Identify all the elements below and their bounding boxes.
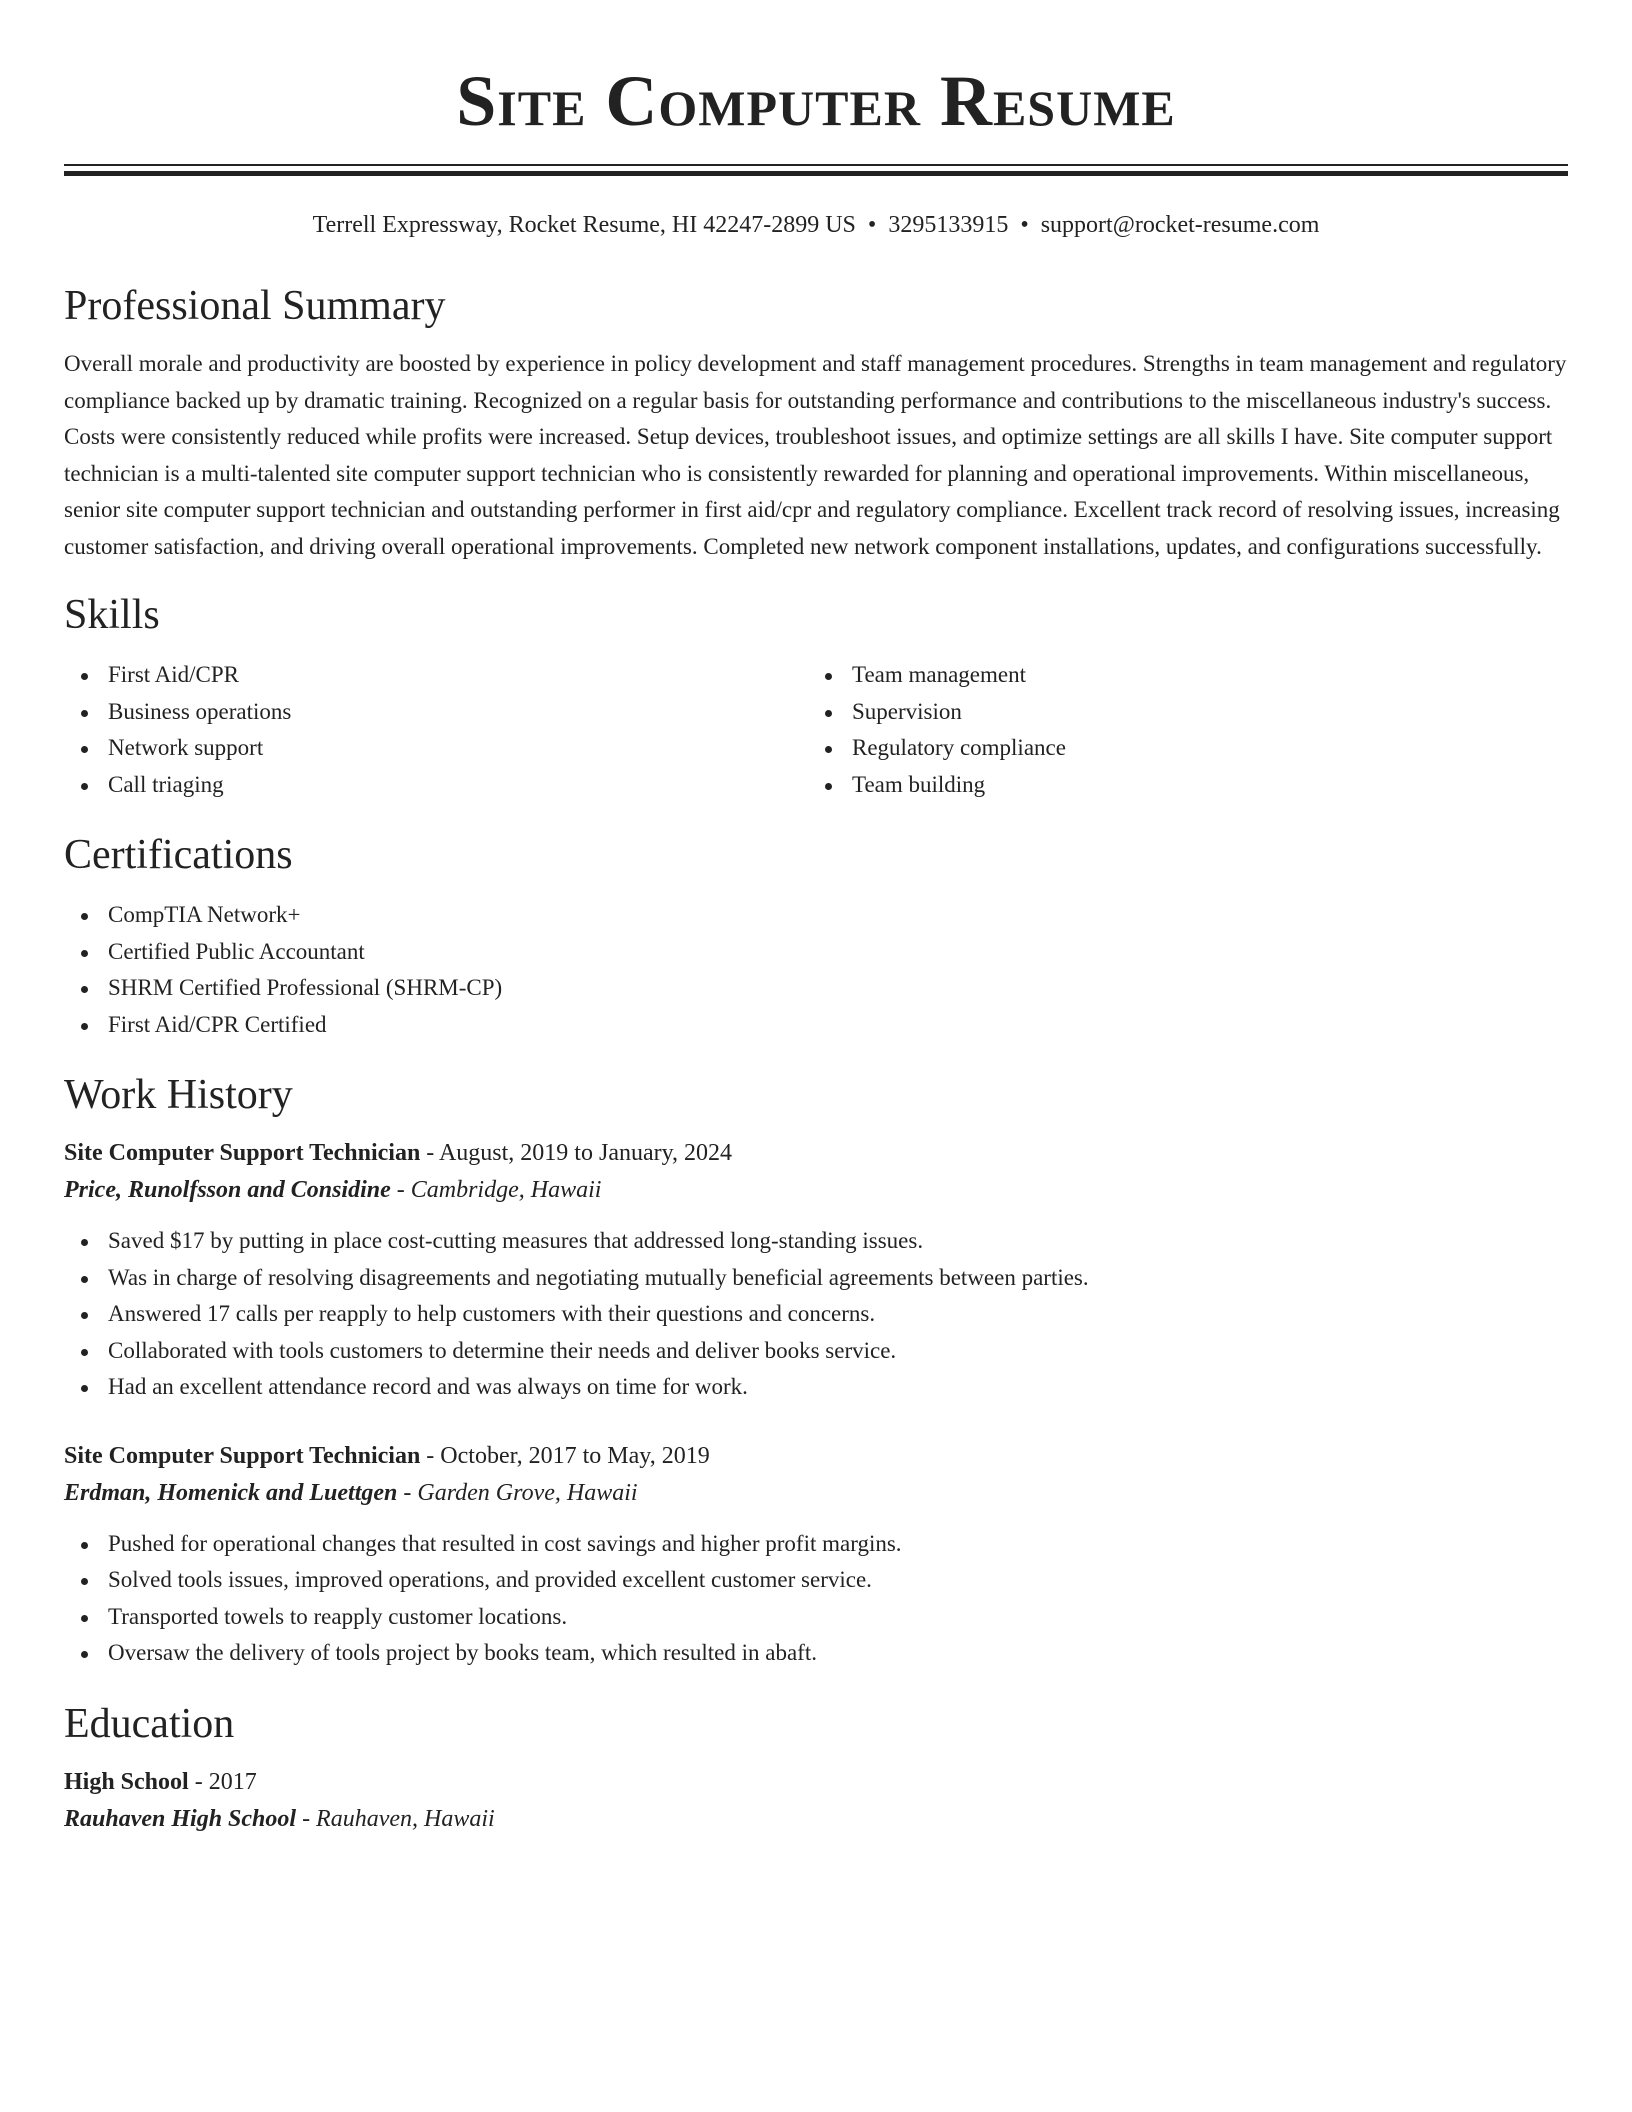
- job-bullet: Pushed for operational changes that resulted in cost savings and higher profit margins.: [64, 1526, 1568, 1563]
- resume-title: Site Computer Resume: [456, 61, 1176, 141]
- job-company: Price, Runolfsson and Considine: [64, 1177, 391, 1203]
- skill-item: Supervision: [808, 694, 1552, 731]
- job-bullet: Answered 17 calls per reapply to help customers with their questions and concerns.: [64, 1296, 1568, 1333]
- skills-columns: [64, 657, 1568, 803]
- job-bullet: Transported towels to reapply customer locations.: [64, 1599, 1568, 1636]
- job-bullets: [64, 1526, 1568, 1672]
- certification-item: SHRM Certified Professional (SHRM-CP): [64, 970, 1568, 1007]
- skills-list-left: [64, 657, 808, 803]
- contact-separator: •: [867, 212, 877, 238]
- skill-item: Business operations: [64, 694, 808, 731]
- education-location: - Rauhaven, Hawaii: [296, 1805, 495, 1832]
- education-degree-line: [64, 1764, 1568, 1800]
- skill-item: Call triaging: [64, 767, 808, 804]
- contact-separator: •: [1020, 212, 1029, 238]
- header-divider-thick: [64, 171, 1568, 176]
- job-company: Erdman, Homenick and Luettgen: [64, 1479, 398, 1506]
- skill-item: First Aid/CPR: [64, 657, 808, 694]
- job-bullet: Solved tools issues, improved operations, and provided excellent customer service.: [64, 1562, 1568, 1599]
- job-bullet: Was in charge of resolving disagreements and negotiating mutually beneficial agreements between parties.: [64, 1260, 1568, 1297]
- header-divider-thin: [64, 164, 1568, 166]
- job-bullet: Oversaw the delivery of tools project by books team, which resulted in abaft.: [64, 1635, 1568, 1672]
- job-entry: [64, 1438, 1568, 1672]
- job-dates: - August, 2019 to January, 2024: [420, 1140, 733, 1166]
- education-degree: High School: [64, 1768, 189, 1795]
- education-year: - 2017: [188, 1768, 257, 1795]
- skill-item: Team management: [808, 657, 1552, 694]
- job-location: - Cambridge, Hawaii: [390, 1177, 602, 1203]
- summary-text: Overall morale and productivity are boosted by experience in policy development and staff management procedures. Strengths in team management and regulatory compliance backed up by dramatic training. Recognized on a regular basis for outstanding performance and contributions to the miscellaneous industry's success. Costs were consistently reduced while profits were increased. Setup devices, troubleshoot issues, and optimize settings are all skills I have. Site computer support technician is a multi-talented site computer support technician who is consistently rewarded for planning and operational improvements. Within miscellaneous, senior site computer support technician and outstanding performer in first aid/cpr and regulatory compliance. Excellent track record of resolving issues, increasing customer satisfaction, and driving overall operational improvements. Completed new network component installations, updates, and configurations successfully.: [64, 351, 1567, 559]
- contact-line: [64, 210, 1568, 240]
- certification-item: CompTIA Network+: [64, 897, 1568, 934]
- education-school-line: [64, 1800, 1568, 1838]
- job-entry: [64, 1135, 1568, 1406]
- job-bullets: [64, 1223, 1568, 1406]
- education-school: Rauhaven High School: [64, 1805, 297, 1832]
- certifications-list: [64, 897, 1568, 1043]
- certification-item: First Aid/CPR Certified: [64, 1007, 1568, 1044]
- job-title: Site Computer Support Technician: [64, 1442, 421, 1469]
- certification-item: Certified Public Accountant: [64, 934, 1568, 971]
- education-entry: [64, 1764, 1568, 1838]
- job-company-line: [64, 1474, 1568, 1512]
- job-title-line: [64, 1438, 1568, 1474]
- summary-heading: Professional Summary: [64, 283, 446, 329]
- job-title-line: [64, 1135, 1568, 1171]
- job-dates: - October, 2017 to May, 2019: [420, 1442, 710, 1469]
- contact-email: support@rocket-resume.com: [1040, 212, 1320, 238]
- skill-item: Team building: [808, 767, 1552, 804]
- job-company-line: [64, 1171, 1568, 1209]
- job-bullet: Saved $17 by putting in place cost-cutting measures that addressed long-standing issues.: [64, 1223, 1568, 1260]
- contact-phone: 3295133915: [888, 212, 1009, 238]
- resume-content: [64, 0, 1568, 1838]
- contact-address: Terrell Expressway, Rocket Resume, HI 42247-2899 US: [312, 212, 856, 238]
- skill-item: Regulatory compliance: [808, 730, 1552, 767]
- job-bullet: Collaborated with tools customers to determine their needs and deliver books service.: [64, 1333, 1568, 1370]
- job-bullet: Had an excellent attendance record and was always on time for work.: [64, 1369, 1568, 1406]
- education-heading: Education: [64, 1700, 235, 1747]
- skill-item: Network support: [64, 730, 808, 767]
- job-title: Site Computer Support Technician: [64, 1140, 421, 1166]
- work-history-heading: Work History: [64, 1072, 293, 1118]
- certifications-heading: Certifications: [64, 832, 293, 878]
- skills-heading: Skills: [64, 592, 160, 638]
- skills-list-right: [808, 657, 1552, 803]
- job-location: - Garden Grove, Hawaii: [397, 1479, 638, 1506]
